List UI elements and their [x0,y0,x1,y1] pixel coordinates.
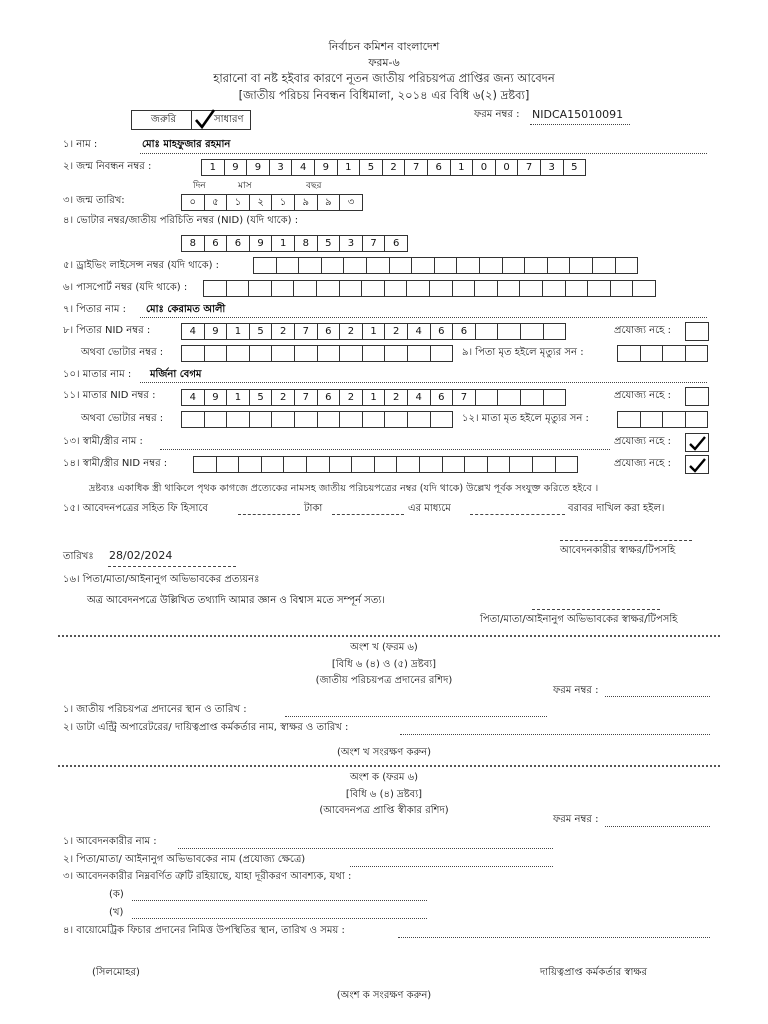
digit-box[interactable] [520,389,544,406]
part-ka-keep-note: (অংশ ক সংরক্ষণ করুন) [336,990,432,1001]
check-icon [689,436,707,451]
digit-box[interactable] [226,411,250,428]
mother-nid-na-label: প্রযোজ্য নহে : [614,390,671,401]
digit-box[interactable] [339,345,363,362]
digit-box[interactable] [204,345,228,362]
father-voter-boxes[interactable] [181,345,452,362]
digit-box[interactable]: 6 [427,159,451,176]
digit-box[interactable]: 3 [339,235,363,252]
digit-box[interactable] [203,280,227,297]
digit-box[interactable]: 1 [362,389,386,406]
digit-box[interactable]: 2 [339,323,363,340]
digit-box[interactable]: 2 [339,389,363,406]
form-heading: হারানো বা নষ্ট হইবার কারণে নূতন জাতীয় পরিচয়পত্র প্রাপ্তির জন্য আবেদন [213,71,555,85]
digit-box[interactable] [487,456,511,473]
digit-box[interactable] [430,411,454,428]
digit-box[interactable] [429,280,453,297]
guardian-sign-line[interactable] [532,609,660,610]
spouse-nid-label: ১৪। স্বামী/স্ত্রীর NID নম্বর : [63,458,168,469]
digit-box[interactable] [271,280,295,297]
digit-box[interactable] [524,257,548,274]
digit-box[interactable]: 0 [495,159,519,176]
part-kha-subtitle: (জাতীয় পরিচয়পত্র প্রদানের রশিদ) [315,675,453,686]
part-ka-sub-kha-line[interactable] [132,918,427,919]
digit-box[interactable]: 9 [204,389,228,406]
digit-box[interactable] [374,456,398,473]
dob-month-caption: মাস [238,181,252,191]
digit-box[interactable]: 2 [384,323,408,340]
digit-box[interactable]: 9 [204,323,228,340]
digit-box[interactable]: 8 [294,235,318,252]
digit-box[interactable]: 6 [204,235,228,252]
mother-voter-label: অথবা ভোটার নম্বর : [81,413,164,424]
digit-box[interactable] [317,345,341,362]
digit-box[interactable]: 7 [452,389,476,406]
digit-box[interactable]: 6 [226,235,250,252]
dob-boxes[interactable] [181,194,362,211]
digit-box[interactable] [555,456,579,473]
date-line [108,566,236,567]
digit-box[interactable] [685,345,709,362]
digit-box[interactable] [543,323,567,340]
father-death-label: ৯। পিতা মৃত হইলে মৃত্যুর সন : [462,347,584,358]
dob-day-caption: দিন [193,181,206,191]
father-voter-label: অথবা ভোটার নম্বর : [81,347,164,358]
dob-label: ৩। জন্ম তারিখ: [63,195,125,206]
digit-box[interactable]: 2 [384,389,408,406]
applicant-sign-label: আবেদনকারীর স্বাক্ষর/টিপসহি [560,545,676,556]
check-icon [689,458,707,473]
digit-box[interactable] [509,456,533,473]
name-label: ১। নাম : [63,139,98,150]
digit-box[interactable] [543,389,567,406]
digit-box[interactable] [497,389,521,406]
father-nid-boxes[interactable] [181,323,565,340]
digit-box[interactable] [362,345,386,362]
digit-box[interactable]: 5 [317,235,341,252]
digit-box[interactable]: 2 [271,389,295,406]
digit-box[interactable]: 4 [181,389,205,406]
part-ka-form-no-label: ফরম নম্বর : [553,814,599,825]
digit-box[interactable] [565,280,589,297]
digit-box[interactable] [181,411,205,428]
digit-box[interactable]: 1 [201,159,225,176]
digit-box[interactable]: 1 [271,235,295,252]
fee-via-label: এর মাধ্যমে [408,503,451,514]
mother-death-year-boxes[interactable] [617,411,707,428]
fee-method-line[interactable] [332,514,404,515]
digit-box[interactable]: 3 [540,159,564,176]
birth-reg-label: ২। জন্ম নিবন্ধন নম্বর : [63,161,152,172]
digit-box[interactable] [181,345,205,362]
digit-box[interactable]: ০ [181,194,205,211]
digit-box[interactable] [479,257,503,274]
part-kha-form-no-label: ফরম নম্বর : [553,685,599,696]
digit-box[interactable] [317,411,341,428]
digit-box[interactable] [615,257,639,274]
digit-box[interactable] [419,456,443,473]
digit-box[interactable] [226,345,250,362]
digit-box[interactable] [384,345,408,362]
part-ka-item4-line[interactable] [398,937,710,938]
digit-box[interactable]: 2 [382,159,406,176]
form-no-value: NIDCA15010091 [532,108,624,121]
digit-box[interactable]: 1 [226,323,250,340]
digit-box[interactable] [430,345,454,362]
digit-box[interactable]: 9 [246,159,270,176]
fee-taka-label: টাকা [304,503,323,514]
digit-box[interactable]: 6 [317,323,341,340]
digit-box[interactable]: 7 [294,323,318,340]
digit-box[interactable]: ১ [226,194,250,211]
spouse-name-line [160,449,610,450]
mother-nid-boxes[interactable] [181,389,565,406]
digit-box[interactable] [361,280,385,297]
spouse-na-label: প্রযোজ্য নহে : [614,436,671,447]
digit-box[interactable]: 6 [430,389,454,406]
digit-box[interactable]: 5 [249,323,273,340]
digit-box[interactable] [610,280,634,297]
digit-box[interactable] [226,280,250,297]
mother-nid-na-checkbox[interactable] [685,387,709,406]
father-nid-label: ৮। পিতার NID নম্বর : [63,325,151,336]
normal-label[interactable]: সাধারণ [214,114,244,125]
digit-box[interactable] [464,456,488,473]
digit-box[interactable] [283,456,307,473]
digit-box[interactable] [248,280,272,297]
digit-box[interactable] [632,280,656,297]
digit-box[interactable]: 6 [430,323,454,340]
digit-box[interactable]: 8 [181,235,205,252]
digit-box[interactable] [474,280,498,297]
part-kha-item1-line[interactable] [285,716,547,717]
digit-box[interactable]: 6 [452,323,476,340]
date-value[interactable]: 28/02/2024 [109,549,173,562]
digit-box[interactable] [640,345,664,362]
digit-box[interactable]: 9 [249,235,273,252]
digit-box[interactable]: 1 [337,159,361,176]
digit-box[interactable]: 0 [472,159,496,176]
father-name-label: ৭। পিতার নাম : [63,304,126,315]
driving-license-boxes[interactable] [253,257,637,274]
digit-box[interactable] [406,280,430,297]
digit-box[interactable] [276,257,300,274]
digit-box[interactable] [271,411,295,428]
priority-divider [191,110,192,130]
digit-box[interactable] [407,411,431,428]
part-ka-form-no-line[interactable] [605,826,710,827]
digit-box[interactable]: 7 [517,159,541,176]
digit-box[interactable] [384,280,408,297]
digit-box[interactable] [640,411,664,428]
digit-box[interactable]: 5 [249,389,273,406]
digit-box[interactable]: ২ [249,194,273,211]
part-ka-item1: ১। আবেদনকারীর নাম : [63,836,157,847]
digit-box[interactable] [321,257,345,274]
digit-box[interactable] [452,280,476,297]
digit-box[interactable]: ৯ [294,194,318,211]
digit-box[interactable] [532,456,556,473]
driving-license-label: ৫। ড্রাইভিং লাইসেন্স নম্বর (যদি থাকে) : [63,260,220,271]
digit-box[interactable] [253,257,277,274]
date-label: তারিখঃ [63,551,94,562]
part-ka-item1-line[interactable] [178,848,553,849]
digit-box[interactable] [294,411,318,428]
digit-box[interactable] [587,280,611,297]
guardian-attest-text: অত্র আবেদনপত্রে উল্লিখিত তথ্যাদি আমার জ্ঞান ও বিশ্বাস মতে সম্পূর্ন সত্য। [87,595,385,606]
digit-box[interactable] [497,280,521,297]
part-ka-sub-kha: (খ) [109,907,124,918]
digit-box[interactable]: ১ [271,194,295,211]
digit-box[interactable] [411,257,435,274]
digit-box[interactable] [339,280,363,297]
digit-box[interactable]: 1 [226,389,250,406]
mother-name-line [140,382,707,383]
mother-nid-label: ১১। মাতার NID নম্বর : [63,390,156,401]
mother-voter-boxes[interactable] [181,411,452,428]
seal-label: (সিলমোহর) [92,967,140,978]
digit-box[interactable]: 1 [362,323,386,340]
digit-box[interactable] [193,456,217,473]
digit-box[interactable]: 4 [407,389,431,406]
digit-box[interactable] [497,323,521,340]
digit-box[interactable]: 2 [271,323,295,340]
digit-box[interactable] [456,257,480,274]
check-icon [194,108,216,130]
digit-box[interactable] [261,456,285,473]
digit-box[interactable] [519,280,543,297]
digit-box[interactable]: 4 [291,159,315,176]
digit-box[interactable] [329,456,353,473]
digit-box[interactable]: 6 [384,235,408,252]
dob-year-caption: বছর [306,181,322,191]
fee-amount-line[interactable] [238,514,300,515]
father-nid-na-checkbox[interactable] [685,322,709,341]
part-ka-sub-ka-line[interactable] [132,900,427,901]
digit-box[interactable] [339,411,363,428]
mother-name-value[interactable]: মর্জিনা বেগম [150,369,202,380]
digit-box[interactable] [316,280,340,297]
digit-box[interactable] [271,345,295,362]
digit-box[interactable] [662,345,686,362]
digit-box[interactable] [407,345,431,362]
digit-box[interactable] [293,280,317,297]
form-no-label: ফরম নম্বর : [474,109,520,120]
digit-box[interactable] [366,257,390,274]
form-no-line [530,124,630,125]
digit-box[interactable]: 4 [407,323,431,340]
digit-box[interactable]: 3 [269,159,293,176]
father-nid-na-label: প্রযোজ্য নহে : [614,325,671,336]
digit-box[interactable] [238,456,262,473]
spouse-na-checkbox[interactable] [685,433,709,452]
section-divider [58,635,720,637]
fee-recipient-line[interactable] [470,514,565,515]
digit-box[interactable] [249,345,273,362]
digit-box[interactable]: 7 [294,389,318,406]
part-ka-item2: ২। পিতা/মাতা/ আইনানুগ অভিভাবকের নাম (প্রযোজ্য ক্ষেত্রে) [63,854,306,865]
digit-box[interactable] [204,411,228,428]
digit-box[interactable] [592,257,616,274]
voter-nid-label: ৪। ভোটার নম্বর/জাতীয় পরিচিতি নম্বর (NID) (যদি থাকে) : [63,215,299,226]
part-ka-item2-line[interactable] [350,866,553,867]
digit-box[interactable]: ৯ [317,194,341,211]
digit-box[interactable] [389,257,413,274]
part-kha-form-no-line[interactable] [605,696,710,697]
digit-box[interactable] [502,257,526,274]
digit-box[interactable] [475,389,499,406]
spouse-nid-na-checkbox[interactable] [685,455,709,474]
part-ka-subtitle: (আবেদনপত্র প্রাপ্তি স্বীকার রশিদ) [319,805,449,816]
voter-nid-boxes[interactable] [181,235,407,252]
urgent-label[interactable]: জরুরি [151,114,176,125]
section-divider [58,765,720,767]
part-kha-keep-note: (অংশ খ সংরক্ষণ করুন) [337,747,431,758]
part-ka-rule: [বিধি ৬ (৪) দ্রষ্টব্য] [345,789,423,800]
name-value[interactable]: মোঃ মাহফুজার রহমান [142,139,231,150]
digit-box[interactable]: 7 [404,159,428,176]
commission-title: নির্বাচন কমিশন বাংলাদেশ [328,40,440,53]
form-number-title: ফরম-৬ [368,56,400,69]
father-name-line [140,317,707,318]
officer-sign-label: দায়িত্বপ্রাপ্ত কর্মকর্তার স্বাক্ষর [540,967,647,978]
part-ka-sub-ka: (ক) [109,889,124,900]
digit-box[interactable] [216,456,240,473]
part-kha-item2: ২। ডাটা এন্ট্রি অপারেটরের/ দায়িত্বপ্রাপ্ত কর্মকর্তার নাম, স্বাক্ষর ও তারিখ : [63,722,349,733]
digit-box[interactable]: 1 [450,159,474,176]
father-death-year-boxes[interactable] [617,345,707,362]
form-rule-reference: [জাতীয় পরিচয় নিবন্ধন বিধিমালা, ২০১৪ এর বিধি ৬(২) দ্রষ্টব্য] [238,88,530,102]
digit-box[interactable]: 5 [359,159,383,176]
digit-box[interactable] [569,257,593,274]
applicant-sign-line[interactable] [560,540,692,541]
guardian-sign-label: পিতা/মাতা/আইনানুগ অভিভাবকের স্বাক্ষর/টিপসহি [480,614,678,625]
passport-label: ৬। পাসপোর্ট নম্বর (যদি থাকে) : [63,282,188,293]
digit-box[interactable] [542,280,566,297]
mother-name-label: ১০। মাতার নাম : [63,369,132,380]
digit-box[interactable] [351,456,375,473]
digit-box[interactable] [249,411,273,428]
spouse-nid-boxes[interactable] [193,456,577,473]
digit-box[interactable] [298,257,322,274]
fee-label: ১৫। আবেদনপত্রের সহিত ফি হিসাবে [63,503,208,514]
digit-box[interactable] [306,456,330,473]
digit-box[interactable]: 9 [314,159,338,176]
digit-box[interactable] [662,411,686,428]
passport-boxes[interactable] [203,280,655,297]
fee-submit-label: বরাবর দাখিল করা হইল। [568,503,665,514]
digit-box[interactable]: ৫ [204,194,228,211]
part-ka-item4: ৪। বায়োমেট্রিক ফিচার প্রদানের নিমিত্ত উপস্থিতির স্থান, তারিখ ও সময় : [63,925,345,936]
digit-box[interactable] [442,456,466,473]
digit-box[interactable] [475,323,499,340]
digit-box[interactable] [343,257,367,274]
digit-box[interactable]: 5 [563,159,587,176]
birth-reg-boxes[interactable] [201,159,585,176]
digit-box[interactable] [362,411,386,428]
digit-box[interactable]: 6 [317,389,341,406]
part-ka-item3: ৩। আবেদনকারীর নিম্নবর্ণিত ত্রুটি রহিয়াছে, যাহা দূরীকরণ আবশ্যক, যথা : [63,871,352,882]
part-kha-title: অংশ খ (ফরম ৬) [350,642,418,653]
guardian-attest-label: ১৬। পিতা/মাতা/আইনানুগ অভিভাবকের প্রত্যয়নঃ [63,574,260,585]
digit-box[interactable] [384,411,408,428]
digit-box[interactable] [396,456,420,473]
father-name-value[interactable]: মোঃ কেরামত আলী [146,304,226,315]
part-kha-item1: ১। জাতীয় পরিচয়পত্র প্রদানের স্থান ও তারিখ : [63,704,247,715]
mother-death-label: ১২। মাতা মৃত হইলে মৃত্যুর সন : [462,413,589,424]
digit-box[interactable]: 4 [181,323,205,340]
name-line [140,153,707,154]
digit-box[interactable] [294,345,318,362]
part-kha-rule: [বিধি ৬ (৪) ও (৫) দ্রষ্টব্য] [331,659,437,670]
spouse-nid-na-label: প্রযোজ্য নহে : [614,458,671,469]
note-text: দ্রষ্টব্যঃ একাধিক স্ত্রী থাকিলে পৃথক কাগজে প্রত্যেকের নামসহ জাতীয় পরিচয়পত্রের নম্বর (যদি থাকে) উল্লেখ পূর্বক সংযুক্ত করিতে হইবে । [89,483,599,494]
spouse-name-label: ১৩। স্বামী/স্ত্রীর নাম : [63,436,143,447]
digit-box[interactable]: ৩ [339,194,363,211]
digit-box[interactable] [617,411,641,428]
digit-box[interactable]: 9 [224,159,248,176]
digit-box[interactable] [520,323,544,340]
digit-box[interactable] [617,345,641,362]
digit-box[interactable] [685,411,709,428]
part-kha-item2-line[interactable] [400,734,710,735]
digit-box[interactable] [434,257,458,274]
digit-box[interactable] [547,257,571,274]
digit-box[interactable]: 7 [362,235,386,252]
part-ka-title: অংশ ক (ফরম ৬) [349,772,419,783]
